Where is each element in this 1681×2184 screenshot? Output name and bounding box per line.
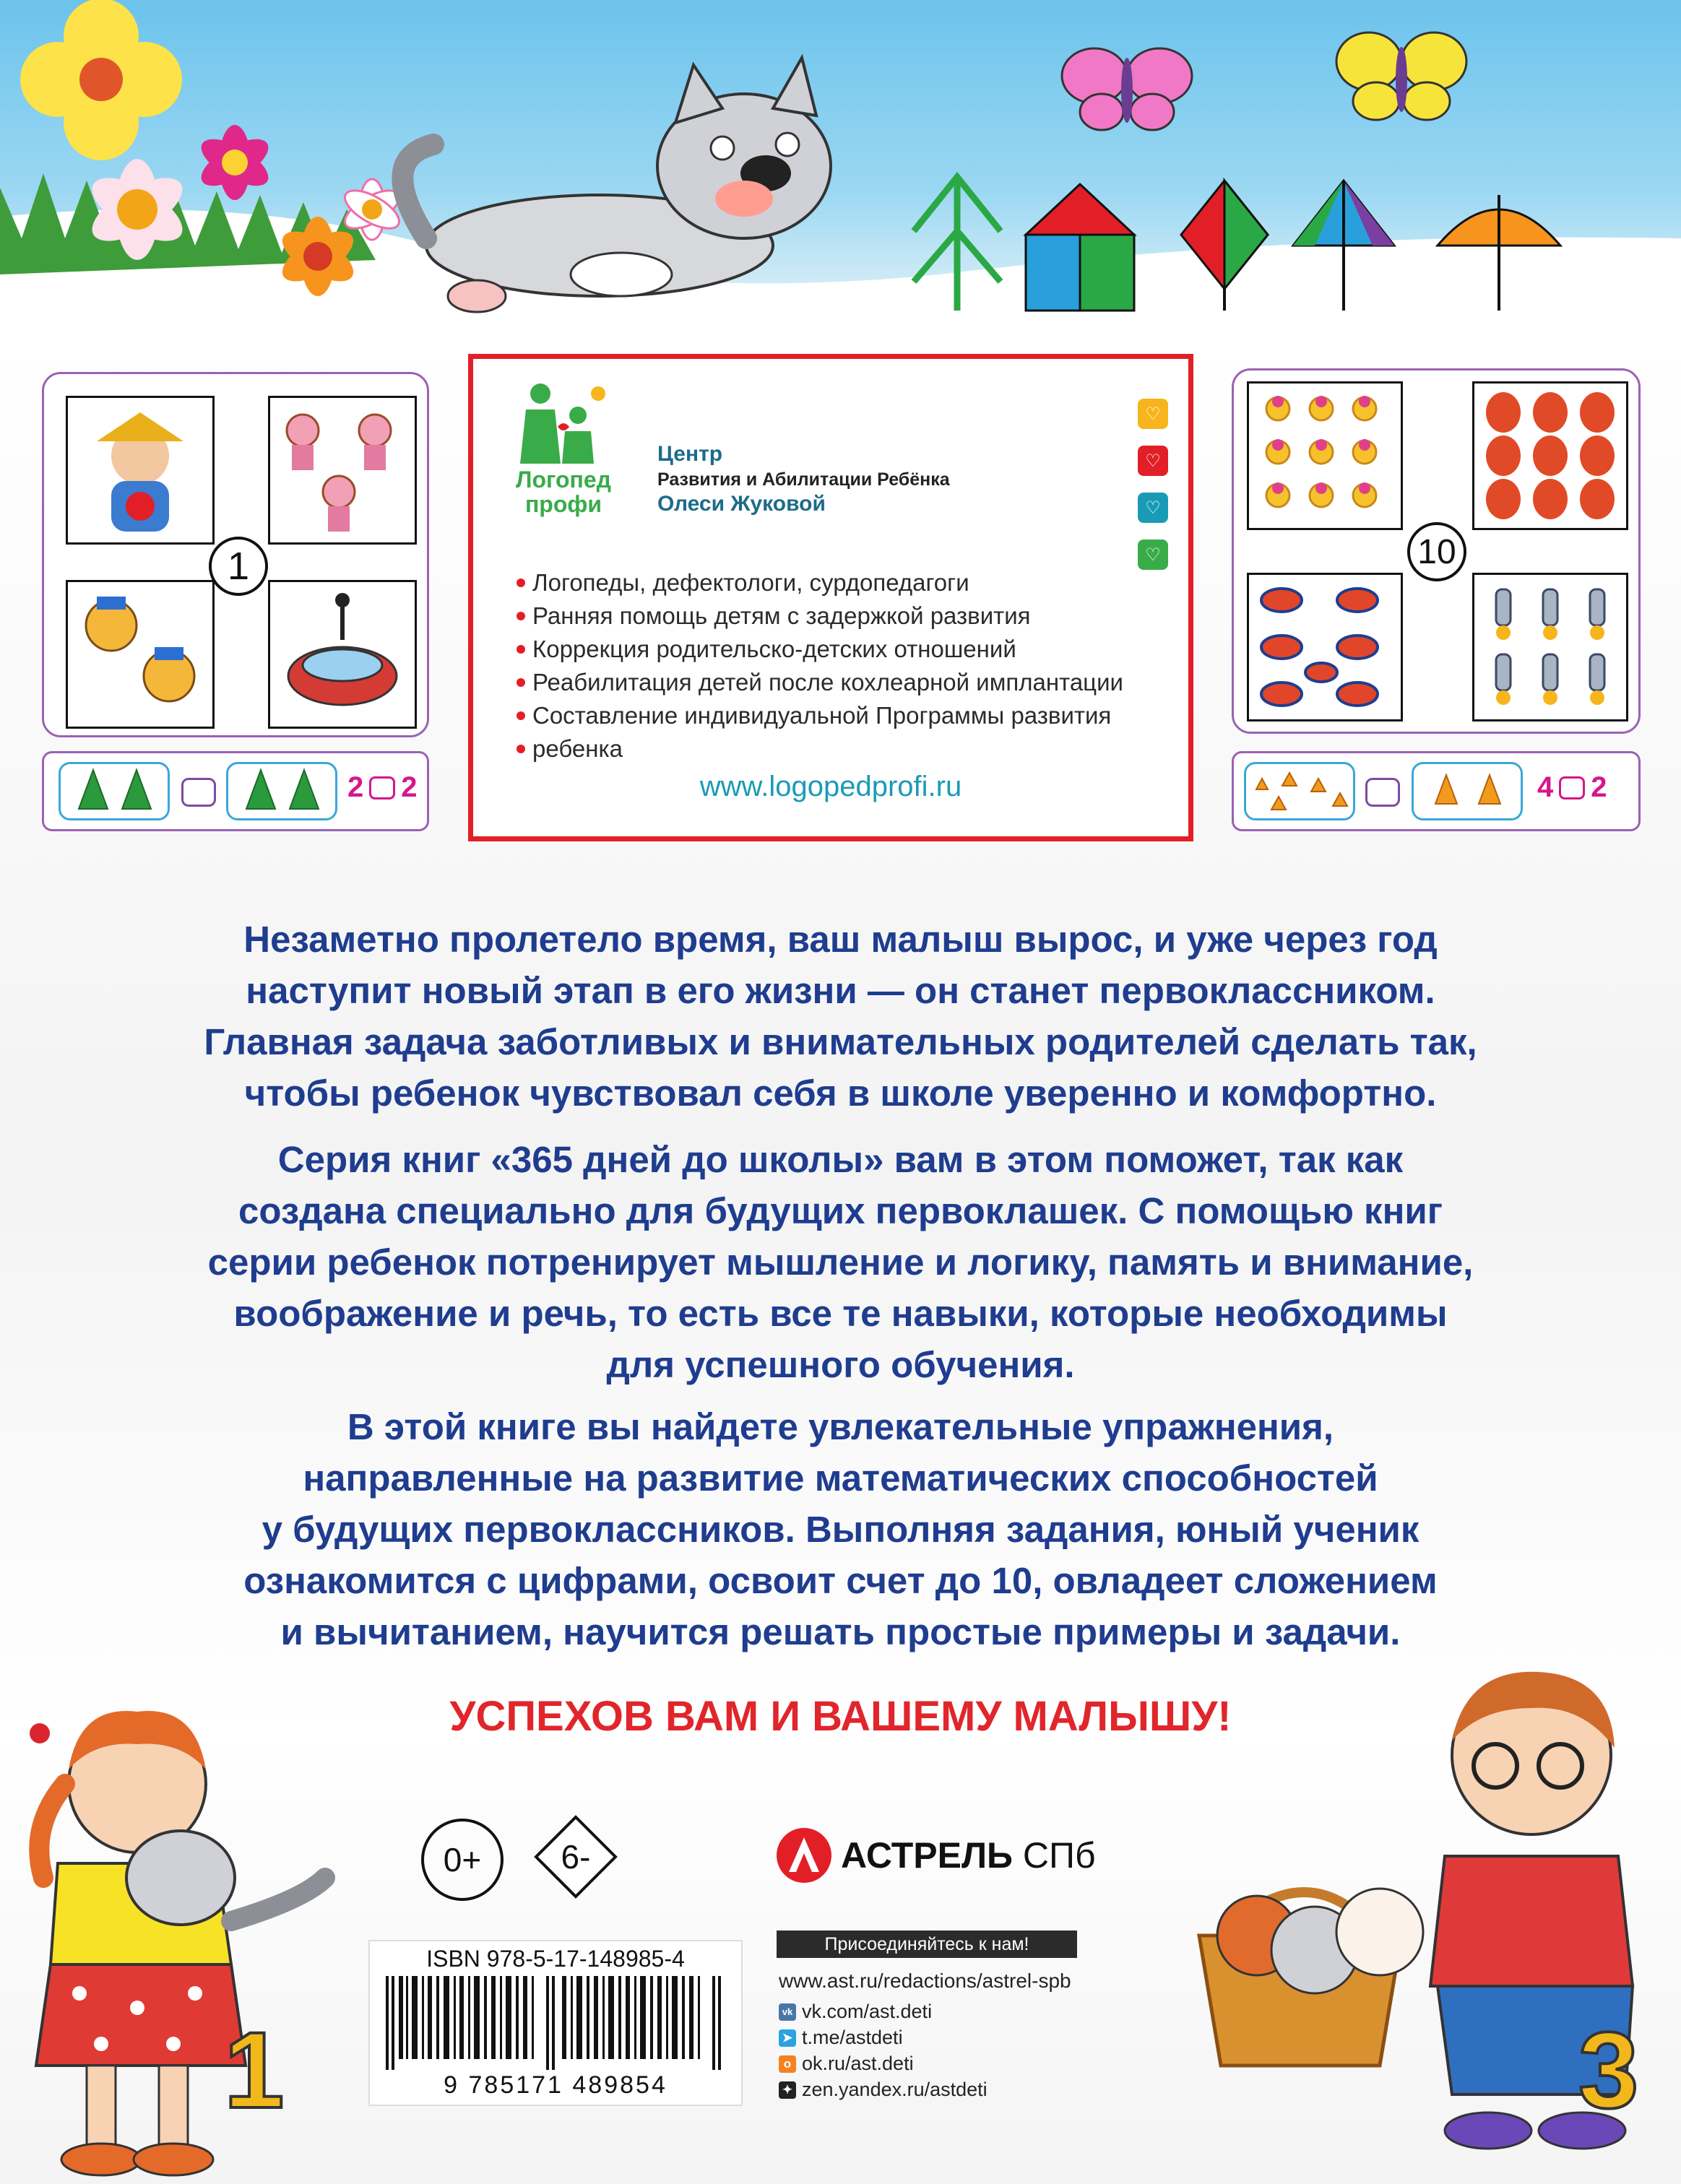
picture-cell-bears [66, 580, 215, 729]
text-line: у будущих первоклассников. Выполняя задания, юный ученик [262, 1509, 1419, 1550]
picture-cell-spinning-top [268, 580, 417, 729]
ad-url-link[interactable]: www.logopedprofi.ru [699, 771, 962, 802]
compare-left-value: 4 [1537, 771, 1554, 803]
picture-cell-dolls [268, 396, 417, 545]
picture-cell-strawberries [1472, 381, 1628, 530]
publisher-name [841, 1834, 1096, 1876]
service-item: Ранняя помощь детям с задержкой развития [517, 599, 1123, 633]
corner-page-number-right: 3 [1578, 2009, 1639, 2131]
answer-strip-right [1232, 751, 1641, 831]
corner-page-number-left: 1 [224, 2009, 285, 2131]
age-rating-0plus [421, 1819, 504, 1901]
answer-box[interactable] [181, 778, 216, 807]
social-link-text: vk.com/ast.deti [802, 2001, 933, 2022]
logoped-profi-ad [468, 354, 1193, 841]
social-link-telegram[interactable] [779, 2027, 903, 2049]
text-line: создана специально для будущих первоклашек. С помощью книг [238, 1190, 1443, 1231]
tag-red [1138, 446, 1168, 476]
zen-icon: ✦ [779, 2081, 796, 2099]
service-item: Реабилитация детей после кохлеарной имплантации [517, 666, 1123, 699]
vk-icon: vk [779, 2003, 796, 2021]
social-link-zen[interactable] [779, 2079, 988, 2101]
compare-right-value: 2 [401, 771, 418, 803]
text-line: серии ребенок потренирует мышление и логику, память и внимание, [207, 1242, 1474, 1283]
compare-expression [347, 771, 418, 804]
center-line3: Олеси Жуковой [657, 492, 826, 516]
logo-people-icon [513, 381, 614, 467]
barcode-digits: 9 785171 489854 [444, 2071, 667, 2099]
compare-right-value: 2 [1591, 771, 1607, 803]
paragraph-book [0, 1401, 1681, 1658]
center-line2: Развития и Абилитации Ребёнка [657, 469, 950, 490]
compare-expression [1537, 771, 1607, 804]
tag-teal [1138, 493, 1168, 523]
center-name [657, 442, 950, 516]
compare-box[interactable] [369, 776, 395, 800]
picture-cell-fish [1247, 573, 1403, 722]
isbn-label: ISBN 978-5-17-148985-4 [426, 1946, 685, 1972]
tag-yellow [1138, 399, 1168, 429]
join-us-banner: Присоединяйтесь к нам! [777, 1930, 1077, 1958]
exercise-card-left [42, 372, 429, 737]
publisher-website-link[interactable]: www.ast.ru/redactions/astrel-spb [779, 1970, 1071, 1992]
service-item: Коррекция родительско-детских отношений [517, 633, 1123, 666]
picture-cell-rockets [1472, 573, 1628, 722]
text-line: ознакомится с цифрами, освоит счет до 10, овладеет сложением [243, 1560, 1438, 1601]
heart-outline-icon: ♡ [1145, 545, 1161, 565]
text-line: В этой книге вы найдете увлекательные упражнения, [347, 1406, 1334, 1447]
exercise-number: 1 [209, 537, 268, 596]
service-item-continuation: ребенка [517, 732, 1123, 766]
heart-outline-icon: ♡ [1145, 404, 1161, 424]
age-rating-label: 0+ [443, 1841, 482, 1878]
social-link-vk[interactable] [779, 2001, 932, 2023]
social-link-text: t.me/astdeti [802, 2027, 903, 2048]
exercise-card-right [1232, 368, 1641, 734]
heart-outline-icon: ♡ [1145, 498, 1161, 518]
social-link-text: ok.ru/ast.deti [802, 2053, 914, 2074]
top-scenery [0, 0, 1681, 347]
compare-box[interactable] [1559, 776, 1585, 800]
service-item: Составление индивидуальной Программы развития [517, 699, 1123, 732]
paragraph-intro [0, 914, 1681, 1119]
service-item: Логопеды, дефектологи, сурдопедагоги [517, 566, 1123, 599]
age-rating-label: 6- [561, 1838, 591, 1876]
text-line: воображение и речь, то есть все те навыки, которые необходимы [233, 1293, 1448, 1334]
cat-illustration [402, 58, 831, 312]
leaf-group-four [1244, 762, 1355, 820]
leaf-group-two [1412, 762, 1523, 820]
text-line: Серия книг «365 дней до школы» вам в этом поможет, так как [277, 1139, 1404, 1180]
publisher-name-main: АСТРЕЛЬ [841, 1835, 1013, 1876]
text-line: Главная задача заботливых и внимательных родителей сделать так, [204, 1021, 1477, 1062]
logo-line1: Логопед [516, 467, 611, 493]
tree-group-two-b [226, 762, 337, 820]
text-line: и вычитанием, научится решать простые примеры и задачи. [280, 1611, 1401, 1652]
slogan: УСПЕХОВ ВАМ И ВАШЕМУ МАЛЫШУ! [449, 1693, 1232, 1740]
exercise-number: 10 [1407, 522, 1466, 581]
paragraph-series [0, 1134, 1681, 1390]
tag-green [1138, 540, 1168, 570]
text-line: для успешного обучения. [606, 1344, 1075, 1385]
girl-with-cat-illustration [0, 1661, 405, 2184]
compare-left-value: 2 [347, 771, 364, 803]
center-line1: Центр [657, 442, 723, 466]
picture-cell-clown [66, 396, 215, 545]
text-line: Незаметно пролетело время, ваш малыш вырос, и уже через год [243, 919, 1438, 960]
telegram-icon: ➤ [779, 2029, 796, 2047]
social-link-ok[interactable] [779, 2053, 914, 2075]
barcode-icon [386, 1976, 725, 2070]
answer-box[interactable] [1365, 778, 1400, 807]
social-link-text: zen.yandex.ru/astdeti [802, 2079, 988, 2100]
publisher-name-suffix: СПб [1022, 1835, 1096, 1876]
astrel-logo-icon [774, 1826, 834, 1885]
text-line: чтобы ребенок чувствовал себя в школе уверенно и комфортно. [244, 1072, 1437, 1114]
butterfly-pink [1062, 48, 1192, 130]
age-rating-6minus [533, 1814, 618, 1899]
odnoklassniki-icon: о [779, 2055, 796, 2073]
tree-group-two [59, 762, 170, 820]
logo-text [513, 467, 614, 516]
logo-line2: профи [524, 491, 602, 517]
services-list [517, 566, 1123, 766]
answer-strip-left [42, 751, 429, 831]
butterfly-yellow [1336, 32, 1466, 120]
picture-cell-rings [1247, 381, 1403, 530]
text-line: наступит новый этап в его жизни — он станет первоклассником. [246, 970, 1435, 1011]
isbn-block [368, 1940, 743, 2106]
text-line: направленные на развитие математических способностей [303, 1457, 1378, 1499]
heart-outline-icon: ♡ [1145, 451, 1161, 471]
